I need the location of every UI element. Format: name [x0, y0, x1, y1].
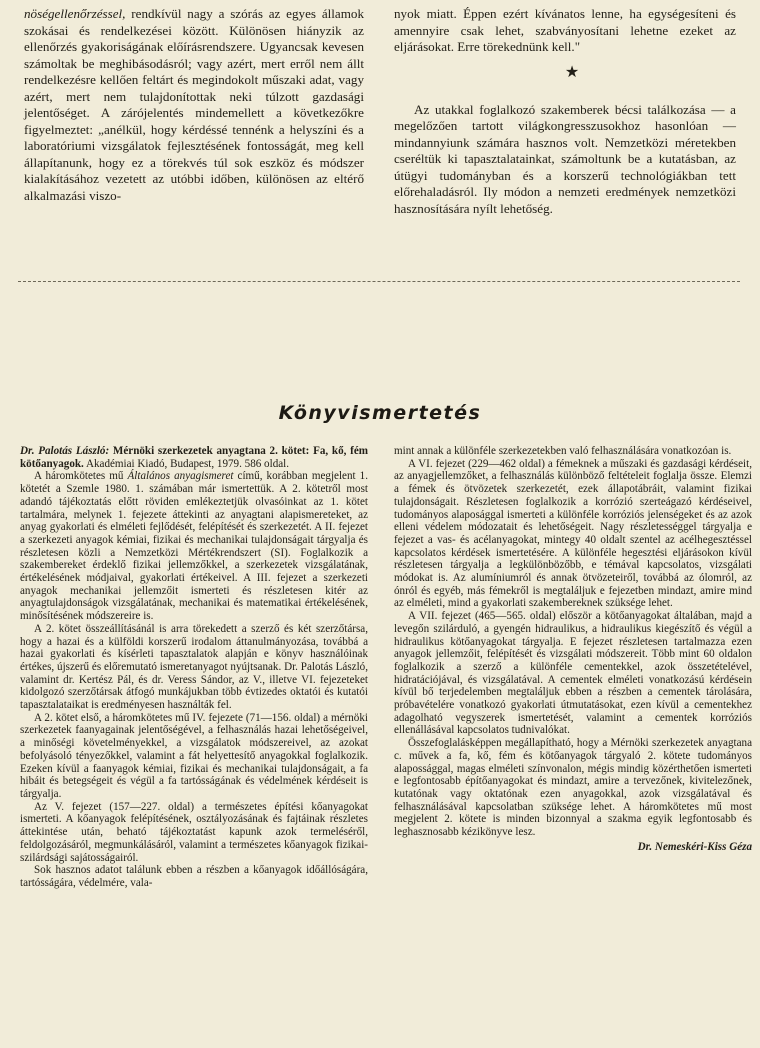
- section-title: Könyvismertetés: [278, 402, 482, 424]
- review-text: A háromkötetes mű: [34, 470, 128, 483]
- review-paragraph: Összefoglalásképpen megállapítható, hogy a Mérnöki szerkezetek anyagtana c. művek a fa, kő, fém és kötőanyagok tárgyaló 2. kötete tudományos alapossággal, magas elméleti színvonalon, mégis mindig közérthetően ismerteti e legfontosabb építőanyagokat és mindazt, amire a tervezőnek, kivitelezőnek, kutatónak vagy oktatónak ezen anyagokkal, azok vizsgálatával és felhasználásával kapcsolatban szüksége lehet. A háromkötetes mű most megjelent 2. kötete is minden bizonnyal a szakma egyik legfontosabb és leghasznosabb kézikönyve lesz.: [394, 737, 752, 839]
- article-end-continuation: nyok miatt. Éppen ezért kívánatos lenne, ha egységesíteni és amennyire csak lehet, szabványosítani lehetne ezeket az eljárásokat. Erre törekednünk kell.": [394, 6, 736, 54]
- book-reference: [20, 445, 368, 470]
- section-divider: [18, 281, 740, 282]
- review-left-column: [20, 445, 368, 890]
- star-icon: ★: [564, 63, 580, 81]
- review-paragraph: A VI. fejezet (229—462 oldal) a fémeknek a műszaki és gazdasági kérdéseit, az anyagjellemzőket, a felhasználás különböző feltételeit foglalja össze. Elemzi a fémek és ötvözetek szerkezetét, ezek állapotábráit, valamint fizikai tulajdonságait. Részletesen foglalkozik a korrózió szerteágazó kérdéseivel, tudományos alaposággal ismerteti a különféle korróziós jelenségeket és az azok elleni védelem módozatait és lehetőségeit. Nagy részletességgel tárgyalja e fejezet a vas- és acélanyagokat, mintegy 40 oldalt szentel az acélhegesztéssel kapcsolatos kérdések ismertetésére. A különféle hegesztési eljárásokon kívül részletesen tárgyalja a legkülönbözőbb, e témával kapcsolatos, vizsgálati módokat is. Az alumíniumról és annak ötvözeteiről, továbbá az ólomról, az ónról és egyéb, más fémekről is megtaláljuk e fejezetben mindazt, amire mind az elméleti, mind a gyakorlati szakembereknek szüksége lehet.: [394, 457, 752, 610]
- article-end-right-column: [394, 6, 736, 217]
- reference-author: Dr. Palotás László:: [20, 445, 110, 457]
- review-paragraph: Az V. fejezet (157—227. oldal) a természetes építési kőanyagokat ismerteti. A kőanyagok felépítésének, osztályozásának és fajtáinak részletes áttekintése után, beható tájékoztatást kapunk azok termeléséről, feldolgozásáról, megmunkálásáról, valamint a természetes kőanyagok fizikai-szilárdsági sajátosságairól.: [20, 800, 368, 864]
- article-closing-paragraph: Az utakkal foglalkozó szakemberek bécsi találkozása — a megelőzően tartott világkongresszusokhoz hasonlóan — mindannyiunk számára hasznos volt. Nemzetközi méretekben cseréltük ki tapasztalatainkat, számoltunk be a kutatásban, az útügyi tudományban és a korszerű technológiákban tett előrehaladásról. Ily módon a nemzeti eredmények nemzetközi hasznosítására nyílt lehetőség.: [394, 101, 736, 216]
- review-paragraph: mint annak a különféle szerkezetekben való felhasználására vonatkozóan is.: [394, 445, 732, 457]
- review-paragraph: [20, 470, 368, 622]
- review-paragraph: A 2. kötet első, a háromkötetes mű IV. fejezete (71—156. oldal) a mérnöki szerkezetek faanyagainak jelentőségével, a felhasználás hazai lehetőségeivel, a minőségi követelményekkel, a vizsgálatok módszereivel, az azokat befolyásoló tényezőkkel, valamint a fát helyettesítő anyagokkal foglalkozik. Ezeken kívül a faanyagok kémiai, fizikai és mechanikai tulajdonságait, a fa hibáit és betegségeit és végül a fa tartósságának és védelmének kérdéseit is tárgyalja.: [20, 711, 368, 800]
- lead-italic-word: nöségellenőrzéssel,: [24, 6, 126, 21]
- review-paragraph: A VII. fejezet (465—565. oldal) először a kötőanyagokat általában, majd a levegőn szilárduló, a gyengén hidraulikus, a hidraulikus kiegészítő és végül a hidraulikus kötőanyagokat tárgyalja. E fejezet részletesen tartalmazza ezen anyagok jellemzőit, felépítését és vizsgálati módszereit. Több mint 60 oldalon foglalkozik a szerző a különféle cementekkel, azok összetételével, hidratációjával, és vizsgálatával. A cementek elméleti vonatkozású kérdésein kívül bő terjedelemben megtaláljuk ebben a részben a cementek tárolására, próbavételére vonatkozó gyakorlati útmutatásokat, ezen kívül a cementekhez adagolható vegyszerek ismertetését, valamint a cementek korróziós ellenállásával kapcsolatos tudnivalókat.: [394, 610, 752, 737]
- review-right-column: [394, 445, 752, 854]
- reviewer-signature: Dr. Nemeskéri-Kiss Géza: [637, 840, 752, 853]
- review-text: című, korábban megjelent 1. kötetét a Szemle 1980. 1. számában már ismertettük. A 2. kötetről most adandó tájékoztatás előtt röviden emlékeztetjük olvasóinkat az 1. kötet tartalmára, melynek 1. fejezete áttekinti az anyagtani alapismereteket, az anyag gyakorlati és elméleti fejlődését, felépítését és szerkezetét. A II. fejezet a szerkezeti anyagok kémiai, fizikai és mechanikai tulajdonságait tárgyalja és részletesen közli a Nemzetközi Mértékrendszert (SI). Foglalkozik a szakembereket érdeklő fizikai jellemzőkkel, a szerkezetek vizsgálatának, értékelésének módjaival, gyakorlati értékeivel. A III. fejezet a szerkezeti anyagok mechanikai jellemzőit ismerteti és részletesen kitér az anyagtulajdonságok vizsgálatának, mechanikai és matematikai értékelésének, minősítésének módszereire is.: [20, 470, 368, 623]
- review-paragraph: A 2. kötet összeállításánál is arra törekedett a szerző és két szerzőtársa, hogy a hazai és a külföldi korszerű irodalom áttanulmányozása, továbbá a hazai gyakorlati és kísérleti tapasztalatok alapján e könyv használóinak értékes, újszerű és előremutató ismeretanyagot nyújtsanak. Dr. Palotás László, valamint dr. Kertész Pál, és dr. Veress Sándor, az V., illetve VI. fejezeteket kidolgozó szerzőtársak átfogó munkájukban több évtizedes oktatói és kutatói tapasztalataikat is eredményesen használták fel.: [20, 622, 368, 712]
- article-end-left-column: [24, 6, 364, 204]
- article-end-paragraph: [24, 6, 364, 204]
- reference-publisher: Akadémiai Kiadó, Budapest, 1979. 586 oldal.: [83, 457, 290, 470]
- article-end-text: rendkívül nagy a szórás az egyes államok szokásai és rendelkezései között. Különösen hiányzik az ellenőrzés gyakoriságának előírásrendszere. Ugyancsak kevesen számoltak be meghibásodásról; vagy azért, mert erről nem állt rendelkezésre kellően feltárt és megindokolt műszaki adat, vagy azért, mert nem tulajdonítottak neki túlzott gazdasági jelentőséget. A zárójelentés mindemellett a következőkre figyelmeztet: „anélkül, hogy kérdéssé tennénk a helyszíni és a laboratóriumi vizsgálatok fejlesztésének fontosságát, meg kell állapítanunk, hogy ez a törekvés túl sok eszköz és módszer kialakításához vezetett az utóbbi időben, különösen az eltérő alkalmazási viszo-: [24, 6, 364, 203]
- review-paragraph: Sok hasznos adatot találunk ebben a részben a kőanyagok időállóságára, tartósságára, védelmére, vala-: [20, 864, 368, 889]
- reference-title: Mérnöki szerkezetek anyagtana 2. kötet: Fa, kő, fém kötőanyagok.: [20, 445, 368, 470]
- volume-title: Általános anyagismeret: [127, 470, 234, 483]
